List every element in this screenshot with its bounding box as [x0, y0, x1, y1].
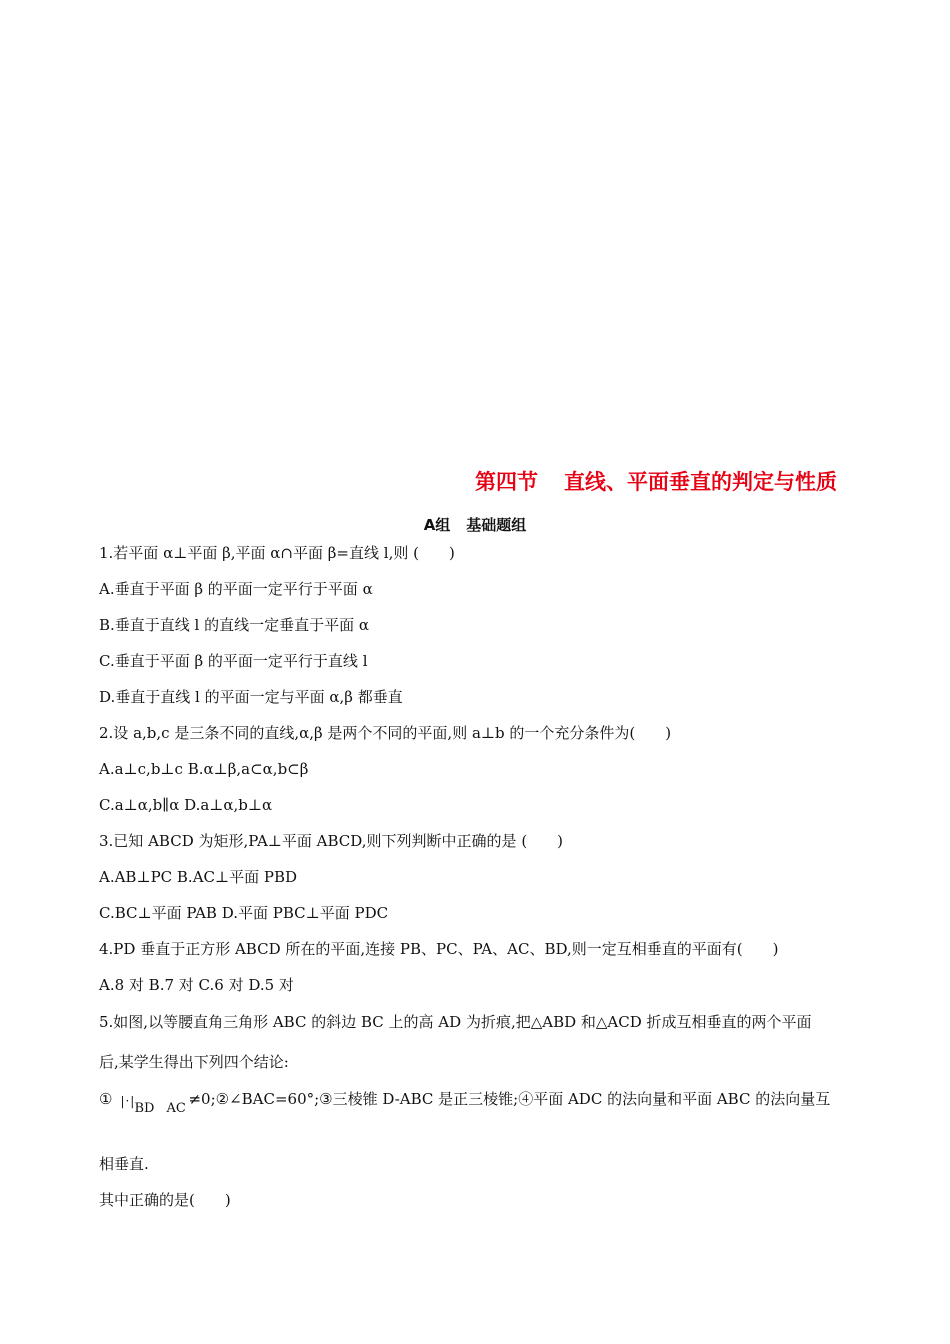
- question-3-stem: 3.已知 ABCD 为矩形,PA⊥平面 ABCD,则下列判断中正确的是 ( ): [99, 832, 564, 850]
- question-1-option-a: A.垂直于平面 β 的平面一定平行于平面 α: [99, 580, 373, 598]
- conclusion-rest: ≠0;②∠BAC=60°;③三棱锥 D-ABC 是正三棱锥;④平面 ADC 的法向量和平面 ABC 的法向量互: [188, 1090, 831, 1108]
- question-3-options-ab: A.AB⊥PC B.AC⊥平面 PBD: [99, 868, 298, 886]
- vector-dot-product: [120, 1089, 188, 1116]
- question-4-options: A.8 对 B.7 对 C.6 对 D.5 对: [99, 976, 294, 994]
- group-label: A组: [423, 516, 451, 534]
- question-2-options-ab: A.a⊥c,b⊥c B.α⊥β,a⊂α,b⊂β: [99, 760, 309, 778]
- question-1-option-d: D.垂直于直线 l 的平面一定与平面 α,β 都垂直: [99, 688, 403, 706]
- question-1-option-c: C.垂直于平面 β 的平面一定平行于直线 l: [99, 652, 368, 670]
- question-5-conclusions: [99, 1089, 831, 1116]
- question-1-option-b: B.垂直于直线 l 的直线一定垂直于平面 α: [99, 616, 370, 634]
- question-5-stem-line-1: 5.如图,以等腰直角三角形 ABC 的斜边 BC 上的高 AD 为折痕,把△ABD 和△ACD 折成互相垂直的两个平面: [99, 1013, 812, 1031]
- conclusion-marker: ①: [99, 1090, 113, 1108]
- group-heading: [0, 514, 950, 535]
- question-5-question: 其中正确的是( ): [99, 1191, 231, 1209]
- vector-bars: |·|: [120, 1094, 136, 1108]
- section-number: 第四节: [475, 470, 538, 494]
- question-3-options-cd: C.BC⊥平面 PAB D.平面 PBC⊥平面 PDC: [99, 904, 389, 922]
- question-1-stem: 1.若平面 α⊥平面 β,平面 α∩平面 β=直线 l,则 ( ): [99, 544, 455, 562]
- vector-bd-label: BD: [134, 1101, 155, 1116]
- question-5-conclusion-end: 相垂直.: [99, 1155, 149, 1173]
- group-name: 基础题组: [466, 516, 527, 534]
- question-4-stem: 4.PD 垂直于正方形 ABCD 所在的平面,连接 PB、PC、PA、AC、BD,则一定互相垂直的平面有( ): [99, 940, 779, 958]
- vector-ac-label: AC: [166, 1101, 186, 1116]
- question-2-stem: 2.设 a,b,c 是三条不同的直线,α,β 是两个不同的平面,则 a⊥b 的一个充分条件为( ): [99, 724, 672, 742]
- question-5-stem-line-2: 后,某学生得出下列四个结论:: [99, 1053, 289, 1071]
- section-title-text: 直线、平面垂直的判定与性质: [564, 470, 837, 494]
- question-2-options-cd: C.a⊥α,b∥α D.a⊥α,b⊥α: [99, 796, 273, 814]
- section-title: [475, 466, 837, 496]
